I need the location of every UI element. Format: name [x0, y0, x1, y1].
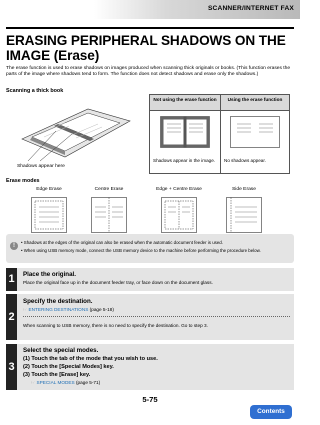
- note-item: • When using USB memory mode, connect the USB memory device to the machine before performing the procedure below.: [21, 248, 261, 253]
- thick-book-heading: Scanning a thick book: [6, 88, 64, 94]
- edge-erase-icon: [31, 197, 67, 233]
- table-divider: [220, 95, 221, 173]
- shadow-label: Shadows appear here: [17, 164, 65, 169]
- col1-caption: Shadows appear in the image.: [153, 158, 216, 163]
- step-2: [6, 294, 294, 340]
- step-substep: (3) Touch the [Erase] key.: [23, 372, 91, 378]
- note-icon: !: [10, 242, 18, 250]
- step-title: Specify the destination.: [23, 298, 93, 305]
- step-desc: Place the original face up in the document feeder tray, or face down on the document glass.: [23, 280, 213, 285]
- step-box: [17, 344, 294, 390]
- intro-paragraph: The erase function is used to erase shadows on images produced when scanning thick originals or books. (This function erases the parts of the image where shadows tend to form. The function does not detect shadows and erase only the shadows.): [6, 66, 291, 78]
- step-1: [6, 268, 294, 291]
- header-section-title: SCANNER/INTERNET FAX: [207, 5, 294, 12]
- doc-with-shadows-icon: [160, 116, 210, 148]
- mode-label-edge-centre: Edge + Centre Erase: [156, 187, 202, 192]
- step-box: [17, 294, 294, 340]
- step-number: 3: [6, 344, 17, 390]
- step-title: Select the special modes.: [23, 347, 99, 354]
- mode-label-edge: Edge Erase: [36, 187, 62, 192]
- step-box: [17, 268, 294, 291]
- page-header: [0, 0, 300, 19]
- comparison-table: [149, 94, 290, 174]
- entering-destinations-link[interactable]: ENTERING DESTINATIONS: [28, 307, 89, 312]
- step-substep: (2) Touch the [Special Modes] key.: [23, 364, 114, 370]
- col-header-using: Using the erase function: [227, 97, 283, 102]
- mode-label-centre: Centre Erase: [94, 187, 124, 192]
- erase-modes-row: [22, 187, 278, 239]
- step-title: Place the original.: [23, 271, 76, 278]
- erase-modes-heading: Erase modes: [6, 178, 40, 184]
- side-erase-icon: [226, 197, 262, 233]
- thick-book-illustration: [10, 101, 135, 166]
- step-number: 1: [6, 268, 17, 291]
- step-link-line: ☞ ENTERING DESTINATIONS (page 5-18): [23, 307, 114, 312]
- divider: [23, 316, 290, 317]
- centre-erase-icon: [91, 197, 127, 233]
- step-3: [6, 344, 294, 390]
- notes-box: [6, 234, 294, 263]
- page-number: 5-75: [142, 395, 158, 404]
- edge-centre-erase-icon: [161, 197, 197, 233]
- page-title: ERASING PERIPHERAL SHADOWS ON THE IMAGE (Erase): [6, 33, 286, 63]
- step-substep: (1) Touch the tab of the mode that you wish to use.: [23, 356, 158, 362]
- col2-caption: No shadows appear.: [224, 158, 266, 163]
- step-note: When scanning to USB memory, there is no need to specify the destination. Go to step 3.: [23, 323, 208, 328]
- mode-label-side: Side Erase: [232, 187, 256, 192]
- col-header-not-using: Not using the erase function: [153, 97, 217, 102]
- title-rule: [6, 27, 294, 29]
- special-modes-link[interactable]: SPECIAL MODES: [36, 380, 75, 385]
- step-link-line: ☞ SPECIAL MODES (page 5-71): [31, 380, 101, 385]
- doc-without-shadows-icon: [230, 116, 280, 148]
- note-item: • Shadows at the edges of the original can also be erased when the automatic document feeder is used.: [21, 240, 223, 245]
- contents-button[interactable]: Contents: [250, 405, 292, 419]
- step-number: 2: [6, 294, 17, 340]
